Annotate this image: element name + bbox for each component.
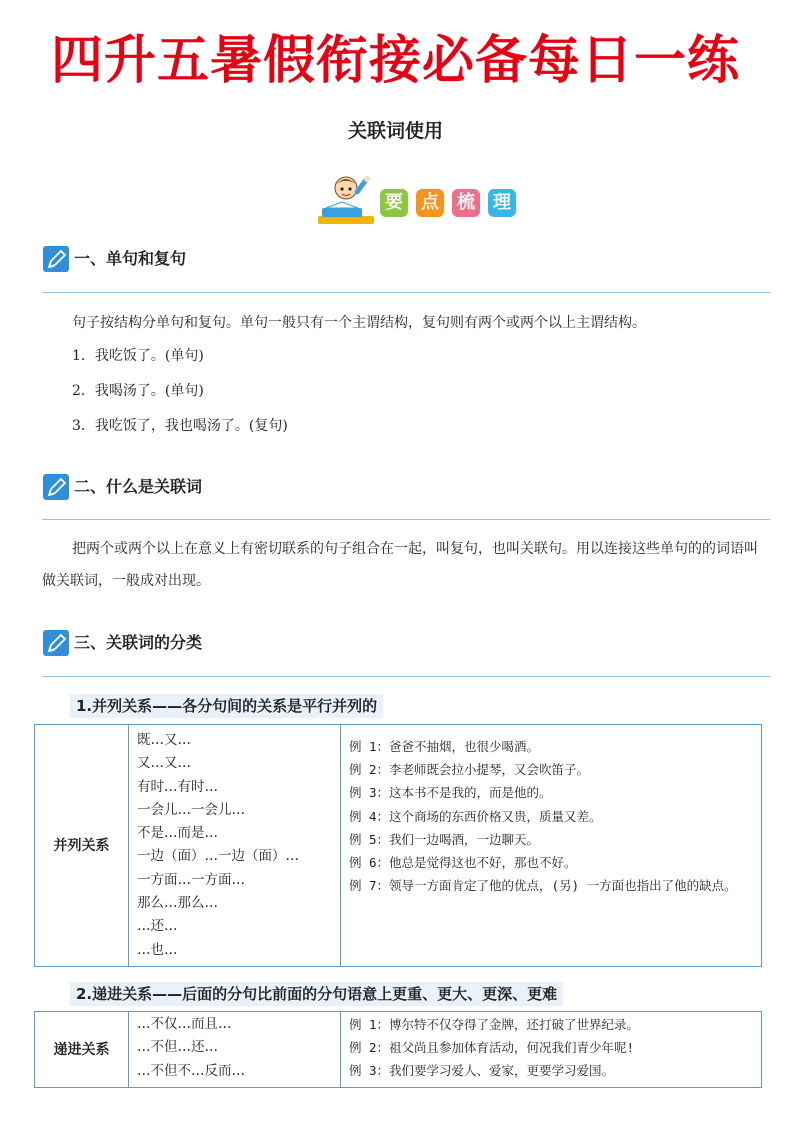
keyword: …不但…还…	[137, 1039, 218, 1056]
example-sentence: 例 5：我们一边喝酒，一边聊天。	[349, 831, 540, 847]
example-sentence: 例 1：爸爸不抽烟，也很少喝酒。	[349, 739, 540, 754]
keyword: 不是…而是…	[137, 825, 218, 842]
section2-paragraph: 把两个或两个以上在意义上有密切联系的句子组合在一起，叫复句，也叫关联句。用以连接这些单句的的词语叫做关联词，一般成对出现。	[42, 541, 758, 589]
subsection-heading-progressive: 2.递进关系——后面的分句比前面的分句语意上更重、更大、更深、更难	[70, 982, 563, 1006]
category-cell: 并列关系	[35, 725, 129, 967]
progressive-relation-table	[34, 1011, 762, 1088]
divider	[42, 292, 770, 293]
student-reading-icon	[316, 172, 378, 228]
example-line-2: 2．我喝汤了。(单句)	[72, 383, 204, 399]
keywords-cell	[129, 1012, 341, 1088]
example-sentence: 例 6：他总是觉得这也不好，那也不好。	[349, 855, 577, 871]
key-points-banner	[316, 172, 526, 228]
keyword: …不但不…反而…	[137, 1062, 245, 1079]
banner-chip-shu: 梳	[452, 189, 480, 217]
example-line-1: 1．我吃饭了。(单句)	[72, 348, 204, 364]
example-sentence: 例 7：领导一方面肯定了他的优点，(另) 一方面也指出了他的缺点。	[349, 878, 737, 894]
example-sentence: 例 2：祖父尚且参加体育活动，何况我们青少年呢!	[349, 1040, 635, 1056]
banner-chip-li: 理	[488, 189, 516, 217]
divider	[42, 676, 770, 677]
pen-icon	[42, 473, 72, 501]
example-sentence: 例 2：李老师既会拉小提琴，又会吹笛子。	[349, 762, 590, 778]
category-cell: 递进关系	[35, 1012, 129, 1088]
example-sentence: 例 4：这个商场的东西价格又贵，质量又差。	[349, 808, 602, 824]
keyword: …还…	[137, 918, 178, 935]
divider	[42, 519, 770, 520]
section-title-3: 三、关联词的分类	[74, 633, 203, 652]
section-title-2: 二、什么是关联词	[74, 477, 203, 496]
page-title: 四升五暑假衔接必备每日一练	[50, 31, 740, 91]
keyword: 又…又…	[137, 755, 191, 772]
pen-icon	[42, 629, 72, 657]
banner-chip-yao: 要	[380, 189, 408, 217]
examples-cell	[341, 725, 762, 967]
page-subtitle: 关联词使用	[347, 120, 443, 142]
example-sentence: 例 3：这本书不是我的，而是他的。	[349, 785, 552, 801]
examples-cell	[341, 1012, 762, 1088]
keyword: 那么…那么…	[137, 895, 218, 912]
keyword: 一会儿…一会儿…	[137, 801, 245, 818]
keyword: 既…又…	[137, 732, 191, 748]
parallel-relation-table	[34, 724, 762, 967]
keyword: 一边（面）…一边（面）…	[137, 848, 299, 865]
section-title-1: 一、单句和复句	[74, 249, 187, 268]
keyword: …不仅…而且…	[137, 1016, 232, 1032]
keywords-cell	[129, 725, 341, 967]
keyword: 有时…有时…	[137, 778, 218, 795]
example-sentence: 例 3：我们要学习爱人、爱家，更要学习爱国。	[349, 1063, 615, 1079]
example-sentence: 例 1：博尔特不仅夺得了金牌，还打破了世界纪录。	[349, 1017, 640, 1032]
subsection-heading-parallel: 1.并列关系——各分句间的关系是平行并列的	[70, 694, 383, 718]
section1-paragraph: 句子按结构分单句和复句。单句一般只有一个主谓结构，复句则有两个或两个以上主谓结构。	[72, 315, 646, 331]
example-line-3: 3．我吃饭了，我也喝汤了。(复句)	[72, 418, 288, 434]
banner-chip-dian: 点	[416, 189, 444, 217]
pen-icon	[42, 245, 72, 273]
keyword: …也…	[137, 941, 178, 958]
keyword: 一方面…一方面…	[137, 871, 245, 888]
